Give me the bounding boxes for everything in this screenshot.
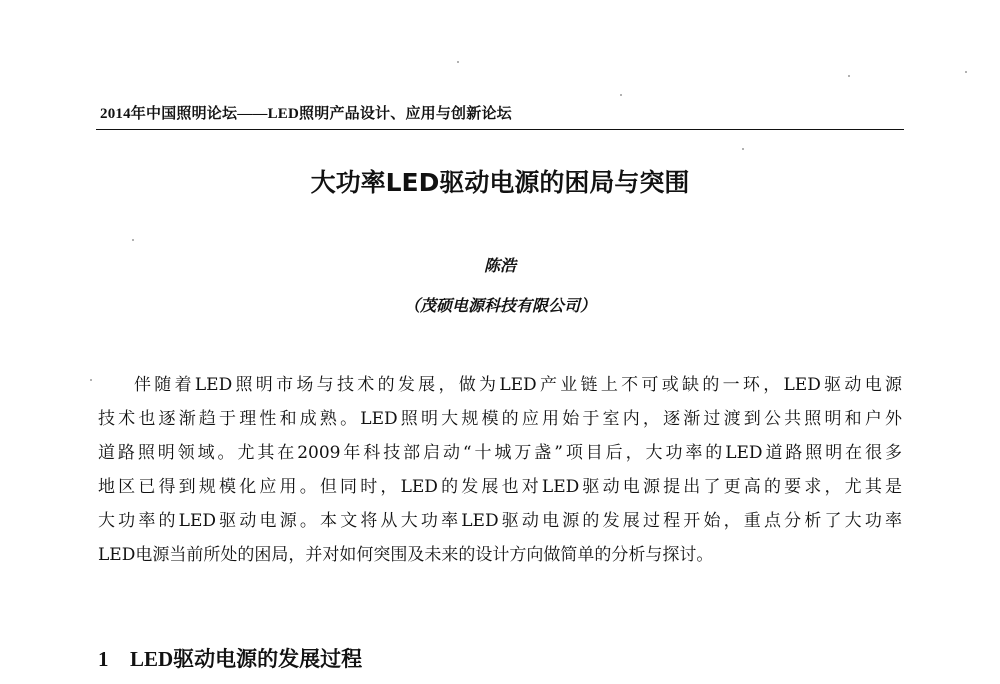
abstract-line: 地区已得到规模化应用。但同时，LED的发展也对LED驱动电源提出了更高的要求，尤其是 — [98, 477, 902, 497]
paper-title: 大功率LED驱动电源的困局与突围 — [310, 168, 690, 197]
scan-speck — [742, 148, 744, 150]
section-number: 1 — [98, 647, 109, 671]
author-affiliation: （茂硕电源科技有限公司） — [403, 296, 596, 315]
abstract-line: 伴随着LED照明市场与技术的发展，做为LED产业链上不可或缺的一环，LED驱动电源 — [134, 375, 902, 395]
abstract-paragraph — [98, 368, 902, 572]
abstract-line: 技术也逐渐趋于理性和成熟。LED照明大规模的应用始于室内，逐渐过渡到公共照明和户外 — [98, 409, 902, 429]
scan-speck — [132, 239, 134, 241]
abstract-line: 大功率的LED驱动电源。本文将从大功率LED驱动电源的发展过程开始，重点分析了大功率 — [98, 511, 902, 531]
scan-speck — [620, 94, 622, 96]
scan-speck — [90, 379, 92, 381]
running-header: 2014年中国照明论坛——LED照明产品设计、应用与创新论坛 — [100, 106, 512, 122]
header-rule — [96, 129, 904, 130]
abstract-line: LED电源当前所处的困局，并对如何突围及未来的设计方向做简单的分析与探讨。 — [98, 545, 714, 565]
section-title: LED驱动电源的发展过程 — [130, 647, 363, 671]
author-name: 陈浩 — [483, 256, 516, 275]
scan-speck — [965, 71, 967, 73]
scan-speck — [457, 61, 459, 63]
section-heading — [98, 644, 362, 674]
abstract-line: 道路照明领域。尤其在2009年科技部启动“十城万盏”项目后，大功率的LED道路照明在很多 — [98, 443, 902, 463]
scan-speck — [848, 75, 850, 77]
